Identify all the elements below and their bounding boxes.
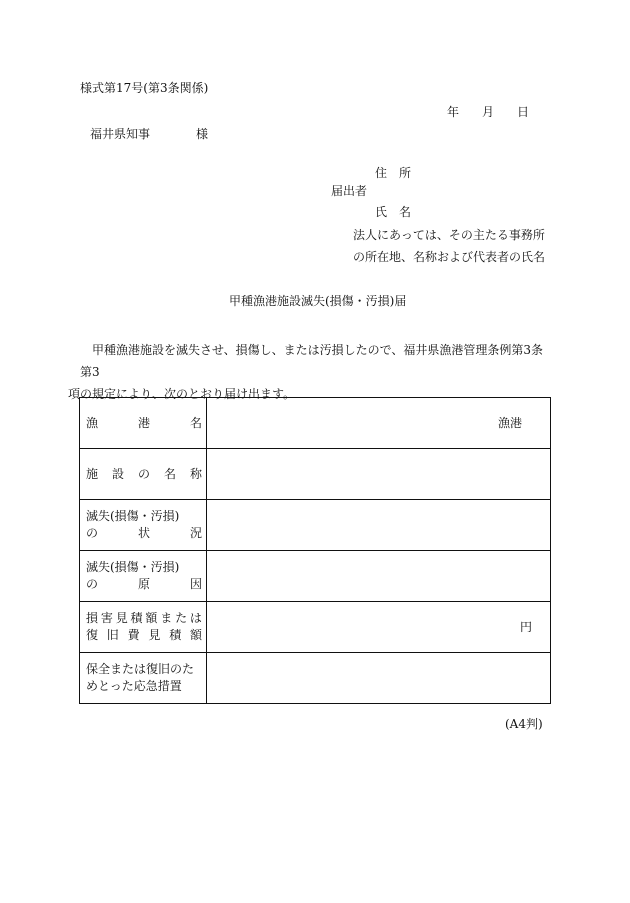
damage-estimate-label-text: 旧 — [106, 628, 119, 642]
damage-estimate-label-text: 積 — [169, 628, 182, 642]
loss-status-label-text: の — [86, 526, 99, 540]
facility-name-value-field[interactable] — [207, 449, 551, 500]
damage-estimate-label-text: 見 — [115, 611, 128, 625]
port-name-label — [80, 398, 207, 449]
facility-name-label-text: 設 — [111, 466, 124, 481]
table-row-port-name — [80, 398, 551, 449]
corporate-note-line1: 法人にあっては、その主たる事務所 — [353, 228, 545, 242]
form-number: 様式第17号(第3条関係) — [80, 81, 209, 95]
emergency-measures-label-text: 保全または復旧のた — [86, 662, 195, 676]
damage-estimate-label — [80, 602, 207, 653]
damage-estimate-label-text: 復 — [86, 628, 99, 642]
damage-estimate-label-text: た — [175, 611, 188, 625]
loss-cause-label — [80, 551, 207, 602]
port-name-label-line — [86, 415, 202, 432]
damage-estimate-label-text: ま — [160, 611, 173, 625]
loss-status-label — [80, 500, 207, 551]
loss-cause-label-text: の — [86, 577, 99, 591]
loss-status-label-line — [86, 508, 202, 525]
damage-estimate-label-text: は — [189, 611, 202, 625]
emergency-measures-label — [80, 653, 207, 704]
emergency-measures-label-text: めとった応急措置 — [86, 679, 182, 693]
facility-name-label — [80, 449, 207, 500]
address-label-1: 住 — [375, 166, 388, 180]
body-text-line1: 甲種漁港施設を滅失させ、損傷し、または汚損したので、福井県漁港管理条例第3条第3 — [80, 343, 544, 379]
loss-status-label-text: 状 — [137, 526, 150, 540]
damage-estimate-label-text: 額 — [189, 628, 202, 642]
table-row-facility-name — [80, 449, 551, 500]
applicant-label: 届出者 — [331, 184, 368, 198]
loss-status-label-text: 滅失(損傷・汚損) — [86, 509, 180, 523]
addressee-honorific: 様 — [196, 127, 209, 141]
emergency-measures-label-line — [86, 678, 202, 695]
damage-estimate-unit: 円 — [519, 620, 532, 634]
loss-cause-label-line — [86, 559, 202, 576]
paper-size-note: (A4判) — [505, 717, 543, 731]
document-title: 甲種漁港施設滅失(損傷・汚損)届 — [229, 294, 407, 308]
facility-name-label-text: 施 — [86, 466, 99, 481]
loss-status-label-text: 況 — [189, 526, 202, 540]
damage-estimate-value-field[interactable] — [207, 602, 551, 653]
loss-cause-value-field[interactable] — [207, 551, 551, 602]
port-name-value-field[interactable] — [207, 398, 551, 449]
emergency-measures-value-field[interactable] — [207, 653, 551, 704]
loss-cause-label-text: 因 — [189, 577, 202, 591]
loss-cause-label-line — [86, 576, 202, 593]
corporate-note-line2: の所在地、名称および代表者の氏名 — [353, 250, 546, 264]
date-month-label: 月 — [482, 105, 495, 119]
date-year-label: 年 — [447, 105, 460, 119]
table-row-damage-estimate — [80, 602, 551, 653]
emergency-measures-label-line — [86, 661, 202, 678]
facility-name-label-text: 称 — [189, 466, 202, 481]
table-row-loss-status — [80, 500, 551, 551]
damage-estimate-label-line — [86, 627, 202, 644]
body-text-line2: 項の規定により、次のとおり届け出ます。 — [68, 387, 296, 401]
facility-name-label-line — [86, 466, 202, 483]
date-day-label: 日 — [517, 105, 530, 119]
port-name-label-text: 漁 — [86, 415, 99, 430]
damage-estimate-label-text: 費 — [127, 628, 140, 642]
damage-estimate-label-text: 額 — [145, 611, 158, 625]
address-label-2: 所 — [399, 166, 412, 180]
facility-name-label-text: の — [137, 466, 150, 481]
damage-estimate-label-text: 害 — [100, 611, 113, 625]
facility-name-label-text: 名 — [163, 466, 176, 481]
name-label-2: 名 — [399, 205, 412, 219]
body-text — [68, 339, 555, 405]
loss-status-label-line — [86, 525, 202, 542]
port-name-label-text: 港 — [137, 415, 150, 430]
table-row-loss-cause — [80, 551, 551, 602]
damage-estimate-label-line — [86, 610, 202, 627]
loss-cause-label-text: 原 — [137, 577, 150, 591]
name-label-1: 氏 — [375, 205, 388, 219]
loss-status-value-field[interactable] — [207, 500, 551, 551]
port-name-unit: 漁港 — [497, 416, 522, 430]
report-table — [79, 397, 551, 704]
addressee-governor: 福井県知事 — [90, 127, 151, 141]
loss-cause-label-text: 滅失(損傷・汚損) — [86, 560, 180, 574]
table-row-emergency-measures — [80, 653, 551, 704]
port-name-label-text: 名 — [189, 415, 202, 430]
damage-estimate-label-text: 積 — [130, 611, 143, 625]
damage-estimate-label-text: 損 — [86, 611, 99, 625]
damage-estimate-label-text: 見 — [148, 628, 161, 642]
